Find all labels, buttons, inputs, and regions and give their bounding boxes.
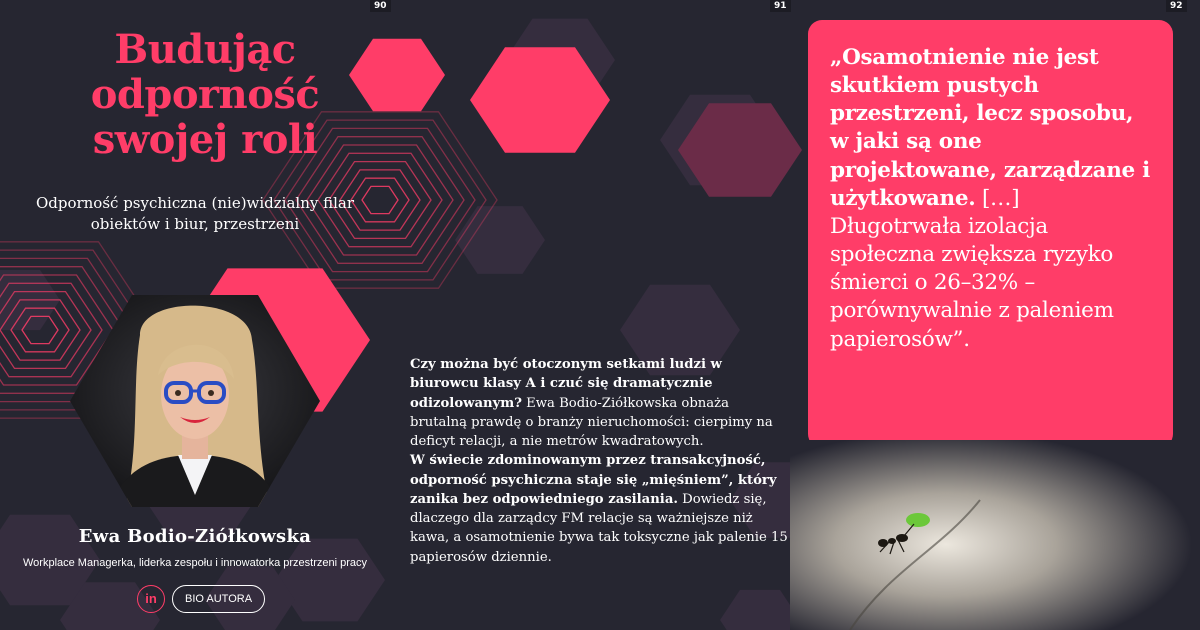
- pull-quote-card: [808, 20, 1173, 448]
- title-line: odporność: [90, 70, 320, 118]
- ant-photo-illustration: [790, 440, 1200, 630]
- page-number: 91: [770, 0, 791, 12]
- article-intro: [410, 355, 790, 567]
- dark-hexagon: [275, 539, 385, 622]
- author-role: Workplace Managerka, liderka zespołu i innowatorka przestrzeni pracy: [22, 557, 367, 569]
- linkedin-icon[interactable]: in: [137, 585, 165, 613]
- article-subtitle: Odporność psychiczna (nie)widzialny filar obiektów i biur, przestrzeni: [35, 194, 355, 233]
- hexagon-outline-ring: [362, 186, 398, 213]
- dark-hexagon: [455, 206, 545, 274]
- intro-mid-bold: W świecie zdominowanym przez transakcyjność, odporność psychiczna staje się „mięśniem”, który zanika bez odpowiedniego zasilania.: [410, 453, 777, 507]
- bio-author-button[interactable]: BIO AUTORA: [172, 585, 265, 613]
- page-number: 92: [1166, 0, 1187, 12]
- quote-regular-text: […] Długotrwała izolacja społeczna zwiększa ryzyko śmierci o 26–32% – porównywalnie z paleniem papierosów”.: [830, 185, 1114, 352]
- intro-end-text: Dowiedz się, dlaczego dla zarządcy FM relacje są ważniejsze niż kawa, a osamotnienie bywa tak toksyczne jak palenie 15 papierosów dziennie.: [410, 491, 788, 565]
- ant-photo: [790, 440, 1200, 630]
- title-line: swojej roli: [92, 115, 318, 163]
- intro-lead-text: Ewa Bodio-Ziółkowska obnaża brutalną prawdę o branży nieruchomości: cierpimy na deficyt relacji, a nie metrów kwadratowych.: [410, 395, 773, 450]
- quote-bold-text: „Osamotnienie nie jest skutkiem pustych przestrzeni, lecz sposobu, w jaki są one projektowane, zarządzane i użytkowane.: [830, 45, 1150, 211]
- title-line: Budując: [114, 26, 296, 73]
- page-number: 90: [370, 0, 391, 12]
- dark-hexagon: [720, 590, 800, 630]
- author-photo: [70, 295, 320, 507]
- author-name: Ewa Bodio-Ziółkowska: [78, 526, 312, 547]
- article-title: [40, 28, 370, 162]
- author-portrait-illustration: [70, 295, 320, 507]
- intro-lead-bold: Czy można być otoczonym setkami ludzi w biurowcu klasy A i czuć się dramatycznie odizolowanym?: [410, 357, 722, 411]
